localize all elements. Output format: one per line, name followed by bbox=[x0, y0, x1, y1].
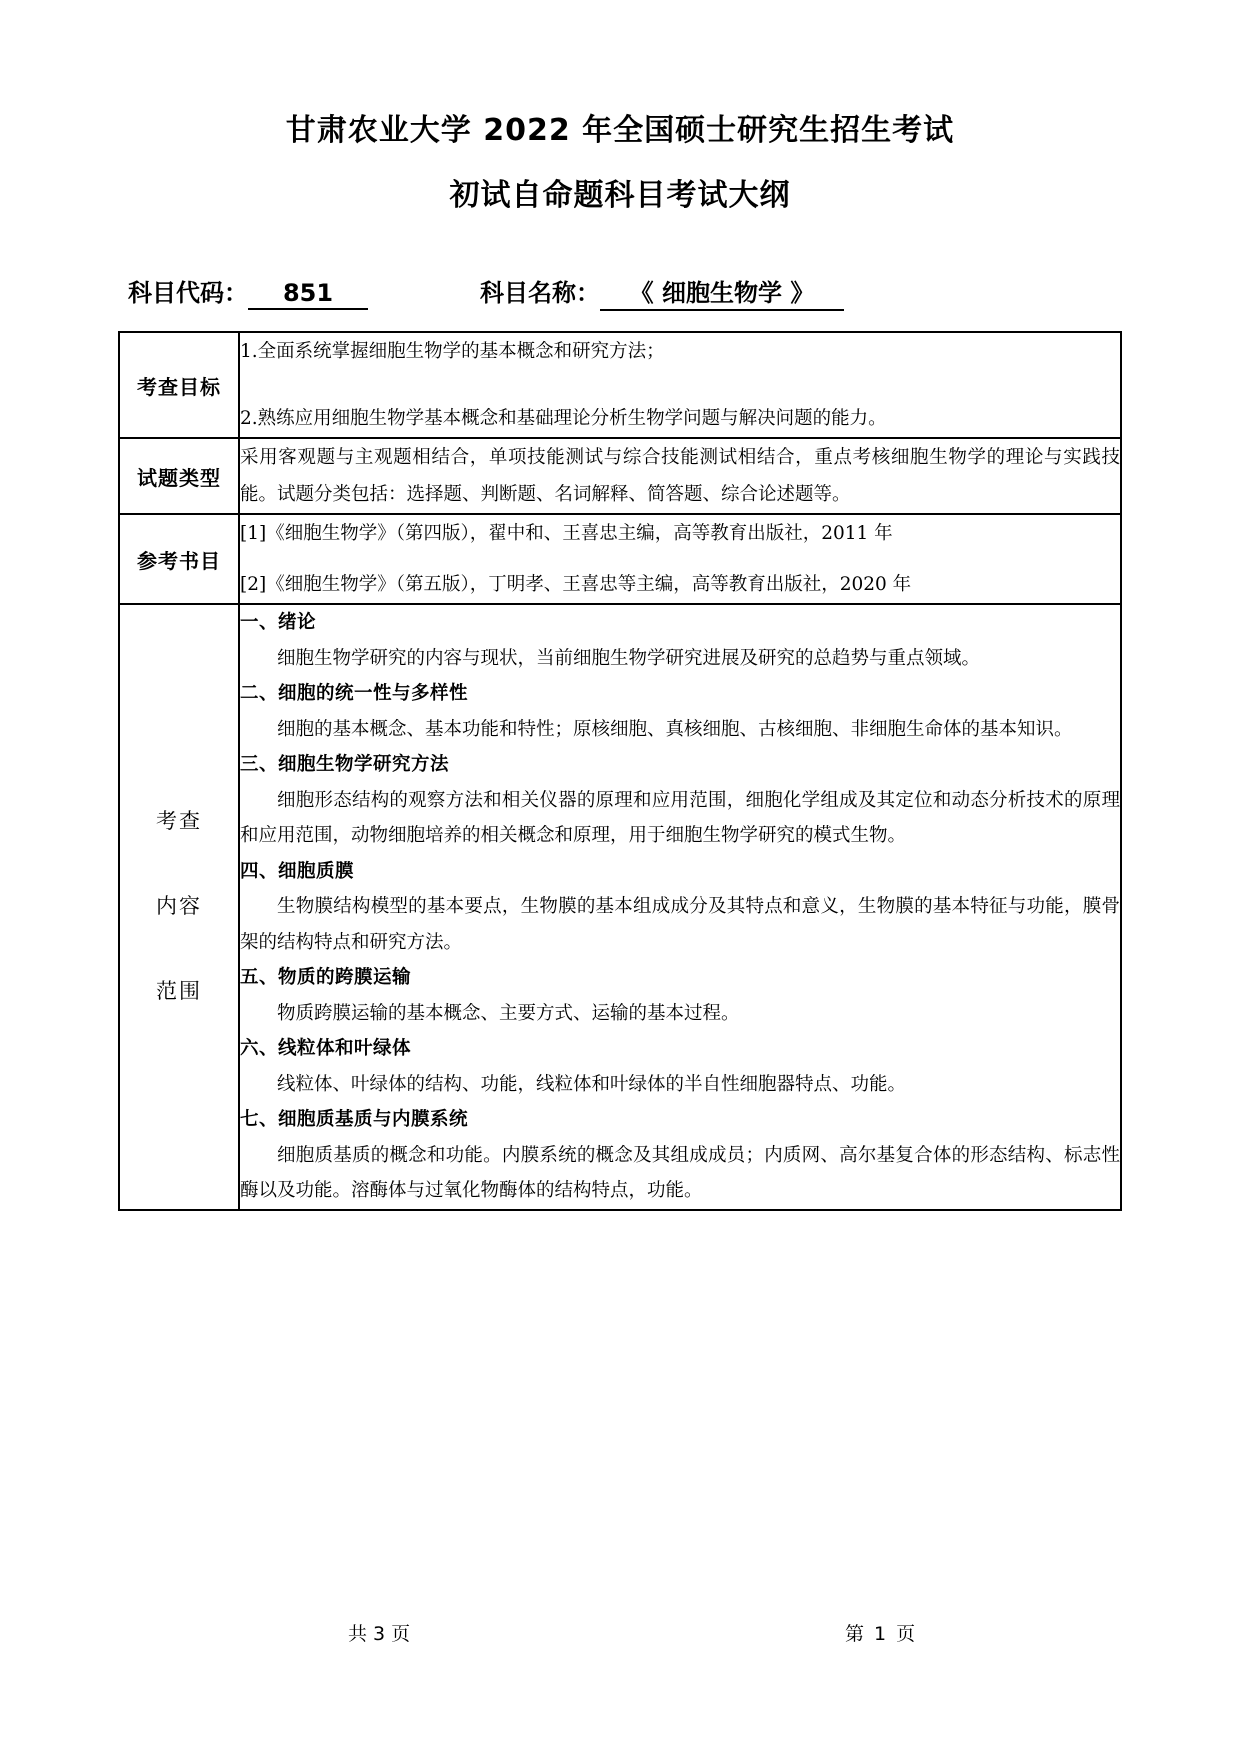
title-line-1: 甘肃农业大学 2022 年全国硕士研究生招生考试 bbox=[285, 113, 955, 148]
table-row-question-types bbox=[119, 438, 1121, 514]
table-row-goals bbox=[119, 332, 1121, 438]
subject-code-label: 科目代码： bbox=[128, 279, 248, 307]
section-body: 细胞质基质的概念和功能。内膜系统的概念及其组成成员；内质网、高尔基复合体的形态结构、标志性酶以及功能。溶酶体与过氧化物酶体的结构特点，功能。 bbox=[240, 1144, 1120, 1202]
question-types-text: 采用客观题与主观题相结合，单项技能测试与综合技能测试相结合，重点考核细胞生物学的理论与实践技能。试题分类包括：选择题、判断题、名词解释、简答题、综合论述题等。 bbox=[240, 447, 1120, 505]
section-heading: 六、线粒体和叶绿体 bbox=[240, 1038, 412, 1060]
scope-label-line: 内容 bbox=[156, 894, 202, 919]
page-title bbox=[118, 108, 1122, 219]
section-heading: 四、细胞质膜 bbox=[240, 860, 355, 882]
table-row-references bbox=[119, 514, 1121, 604]
section-body: 线粒体、叶绿体的结构、功能，线粒体和叶绿体的半自性细胞器特点、功能。 bbox=[277, 1073, 907, 1095]
references-label: 参考书目 bbox=[119, 514, 239, 604]
section-heading: 七、细胞质基质与内膜系统 bbox=[240, 1109, 469, 1131]
goal-item: 2.熟练应用细胞生物学基本概念和基础理论分析生物学问题与解决问题的能力。 bbox=[240, 408, 887, 429]
total-pages: 共 3 页 bbox=[347, 1623, 411, 1645]
question-types-content bbox=[239, 438, 1121, 514]
question-types-label: 试题类型 bbox=[119, 438, 239, 514]
section-body: 生物膜结构模型的基本要点，生物膜的基本组成成分及其特点和意义，生物膜的基本特征与功能，膜骨架的结构特点和研究方法。 bbox=[240, 896, 1120, 953]
title-line-2: 初试自命题科目考试大纲 bbox=[449, 177, 791, 213]
goals-label: 考查目标 bbox=[119, 332, 239, 438]
goals-content bbox=[239, 332, 1121, 438]
references-content bbox=[239, 514, 1121, 604]
subject-name-value: 《 细胞生物学 》 bbox=[600, 273, 844, 311]
scope-label-line: 范围 bbox=[156, 979, 202, 1004]
subject-code-value: 851 bbox=[248, 279, 368, 310]
syllabus-table bbox=[118, 331, 1122, 1211]
section-heading: 五、物质的跨膜运输 bbox=[240, 967, 412, 989]
reference-item: [1]《细胞生物学》（第四版），翟中和、王喜忠主编，高等教育出版社，2011 年 bbox=[240, 523, 893, 544]
table-row-scope bbox=[119, 604, 1121, 1210]
goal-item: 1.全面系统掌握细胞生物学的基本概念和研究方法； bbox=[240, 341, 665, 362]
section-heading: 一、绪论 bbox=[240, 612, 317, 633]
section-heading: 二、细胞的统一性与多样性 bbox=[240, 683, 469, 705]
section-body: 细胞生物学研究的内容与现状，当前细胞生物学研究进展及研究的总趋势与重点领域。 bbox=[277, 647, 981, 669]
subject-name-label: 科目名称： bbox=[480, 279, 600, 307]
reference-item: [2]《细胞生物学》（第五版），丁明孝、王喜忠等主编，高等教育出版社，2020 年 bbox=[240, 574, 912, 595]
subject-line bbox=[118, 273, 1122, 311]
current-page: 第 1 页 bbox=[844, 1623, 918, 1645]
page-footer bbox=[118, 1619, 1122, 1646]
section-body: 物质跨膜运输的基本概念、主要方式、运输的基本过程。 bbox=[277, 1002, 740, 1024]
section-heading: 三、细胞生物学研究方法 bbox=[240, 754, 450, 776]
scope-content bbox=[239, 604, 1121, 1210]
section-body: 细胞形态结构的观察方法和相关仪器的原理和应用范围，细胞化学组成及其定位和动态分析技术的原理和应用范围，动物细胞培养的相关概念和原理，用于细胞生物学研究的模式生物。 bbox=[240, 789, 1120, 847]
scope-label bbox=[119, 604, 239, 1210]
section-body: 细胞的基本概念、基本功能和特性；原核细胞、真核细胞、古核细胞、非细胞生命体的基本知识。 bbox=[277, 718, 1073, 740]
scope-label-line: 考查 bbox=[156, 809, 202, 834]
